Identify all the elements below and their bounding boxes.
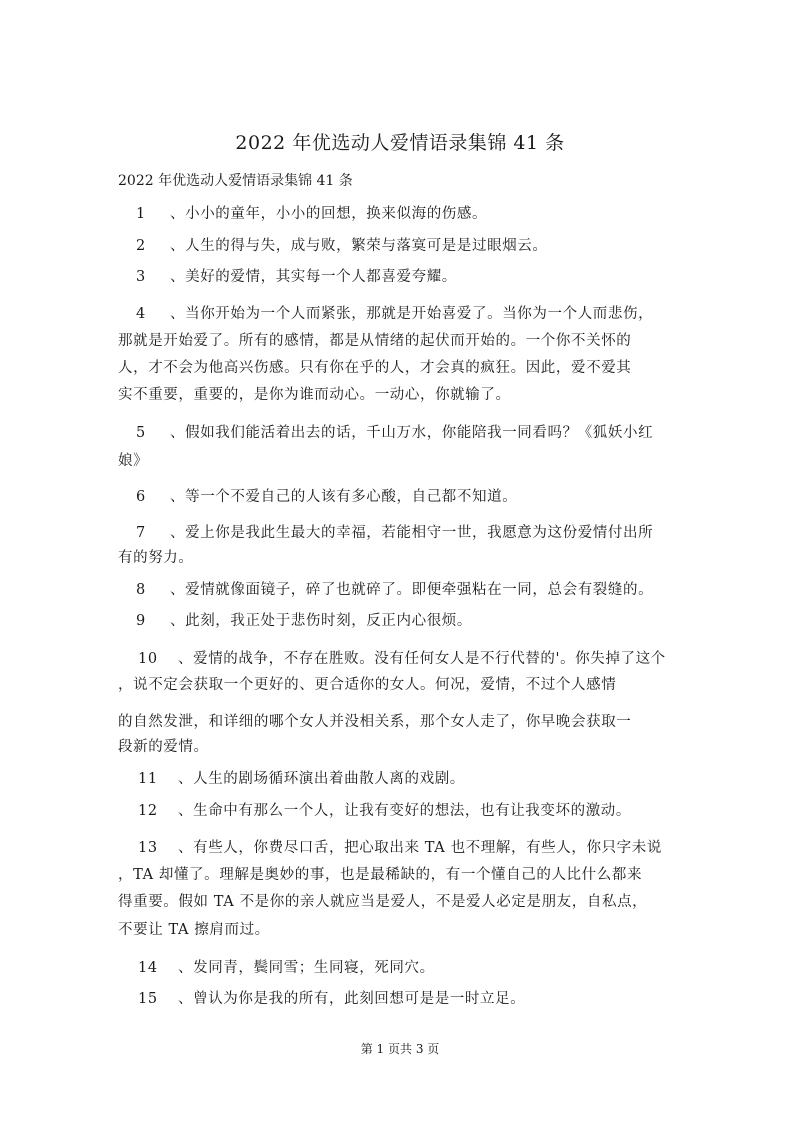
item-text: 、生命中有那么一个人，让我有变好的想法，也有让我变坏的激动。 — [178, 803, 631, 819]
item-text: 、人生的剧场循环演出着曲散人离的戏剧。 — [178, 771, 465, 787]
list-item — [118, 956, 435, 977]
item-number: 8 — [136, 582, 146, 598]
item-number: 1 — [136, 206, 146, 222]
item-text: 、爱情就像面镜子，碎了也就碎了。即便牵强粘在一同，总会有裂缝的。 — [170, 582, 654, 598]
list-item — [118, 265, 457, 286]
item-text: 、假如我们能活着出去的话，千山万水，你能陪我一同看吗？《狐妖小红 — [170, 425, 654, 441]
item-text: 、当你开始为一个人而紧张，那就是开始喜爱了。当你为一个人而悲伤， — [170, 306, 654, 322]
item-text-continued: 人，才不会为他高兴伤感。只有你在乎的人，才会真的疯狂。因此，爱不爱其 — [118, 360, 632, 376]
item-text: 、爱情的战争，不存在胜败。没有任何女人是不行代替的'。你失掉了这个 — [178, 651, 666, 667]
item-number: 3 — [136, 269, 146, 285]
item-text: 、爱上你是我此生最大的幸福，若能相守一世，我愿意为这份爱情付出所 — [170, 525, 654, 541]
item-text: 、人生的得与失，成与败，繁荣与落寞可是是过眼烟云。 — [170, 238, 548, 254]
item-text-continued: ，说不定会获取一个更好的、更合适你的女人。何况，爱情，不过个人感情 — [118, 677, 617, 693]
item-text-continued: 段新的爱情。 — [118, 739, 209, 755]
item-text: 、小小的童年，小小的回想，换来似海的伤感。 — [170, 206, 488, 222]
list-item — [118, 202, 487, 223]
item-text-continued: 实不重要，重要的，是你为谁而动心。一动心，你就输了。 — [118, 387, 511, 403]
item-text: 、发同青，鬓同雪；生同寝，死同穴。 — [178, 960, 435, 976]
item-text: 、有些人，你费尽口舌，把心取出来 TA 也不理解，有些人，你只字未说 — [178, 840, 662, 856]
item-number: 12 — [138, 803, 158, 819]
item-number: 6 — [136, 489, 146, 505]
list-item — [118, 799, 631, 820]
item-text: 、此刻，我正处于悲伤时刻，反正内心很烦。 — [170, 613, 472, 629]
list-item — [118, 485, 517, 506]
list-item — [118, 767, 465, 788]
list-item — [118, 421, 653, 442]
page-footer: 第 1 页共 3 页 — [360, 1042, 440, 1056]
list-item — [118, 987, 525, 1008]
item-number: 14 — [138, 960, 158, 976]
page-title: 2022 年优选动人爱情语录集锦 41 条 — [235, 132, 565, 154]
item-text-continued: 得重要。假如 TA 不是你的亲人就应当是爱人，不是爱人必定是朋友，自私点， — [118, 894, 648, 910]
item-number: 5 — [136, 425, 146, 441]
item-number: 4 — [136, 306, 146, 322]
list-item — [118, 647, 666, 668]
item-text: 、美好的爱情，其实每一个人都喜爱夸耀。 — [170, 269, 457, 285]
item-number: 2 — [136, 238, 146, 254]
item-text: 、曾认为你是我的所有，此刻回想可是是一时立足。 — [178, 991, 526, 1007]
item-number: 11 — [138, 771, 158, 787]
item-text-continued: 那就是开始爱了。所有的感情，都是从情绪的起伏而开始的。一个你不关怀的 — [118, 333, 632, 349]
item-number: 9 — [136, 613, 146, 629]
list-item — [118, 234, 548, 255]
item-number: 10 — [138, 651, 158, 667]
list-item — [118, 578, 653, 599]
list-item — [118, 302, 653, 323]
document-subtitle: 2022 年优选动人爱情语录集锦 41 条 — [118, 173, 353, 189]
item-text: 、等一个不爱自己的人该有多心酸，自己都不知道。 — [170, 489, 518, 505]
item-text-continued: 娘》 — [118, 453, 149, 469]
list-item — [118, 609, 472, 630]
list-item — [118, 836, 662, 857]
item-number: 7 — [136, 525, 146, 541]
item-number: 15 — [138, 991, 158, 1007]
item-text-continued: 的自然发泄，和详细的哪个女人并没相关系，那个女人走了，你早晚会获取一 — [118, 714, 632, 730]
item-text-continued: ，TA 却懂了。理解是奥妙的事，也是最稀缺的，有一个懂自己的人比什么都来 — [118, 867, 643, 883]
item-number: 13 — [138, 840, 158, 856]
item-text-continued: 不要让 TA 擦肩而过。 — [118, 922, 270, 938]
list-item — [118, 521, 653, 542]
item-text-continued: 有的努力。 — [118, 550, 194, 566]
